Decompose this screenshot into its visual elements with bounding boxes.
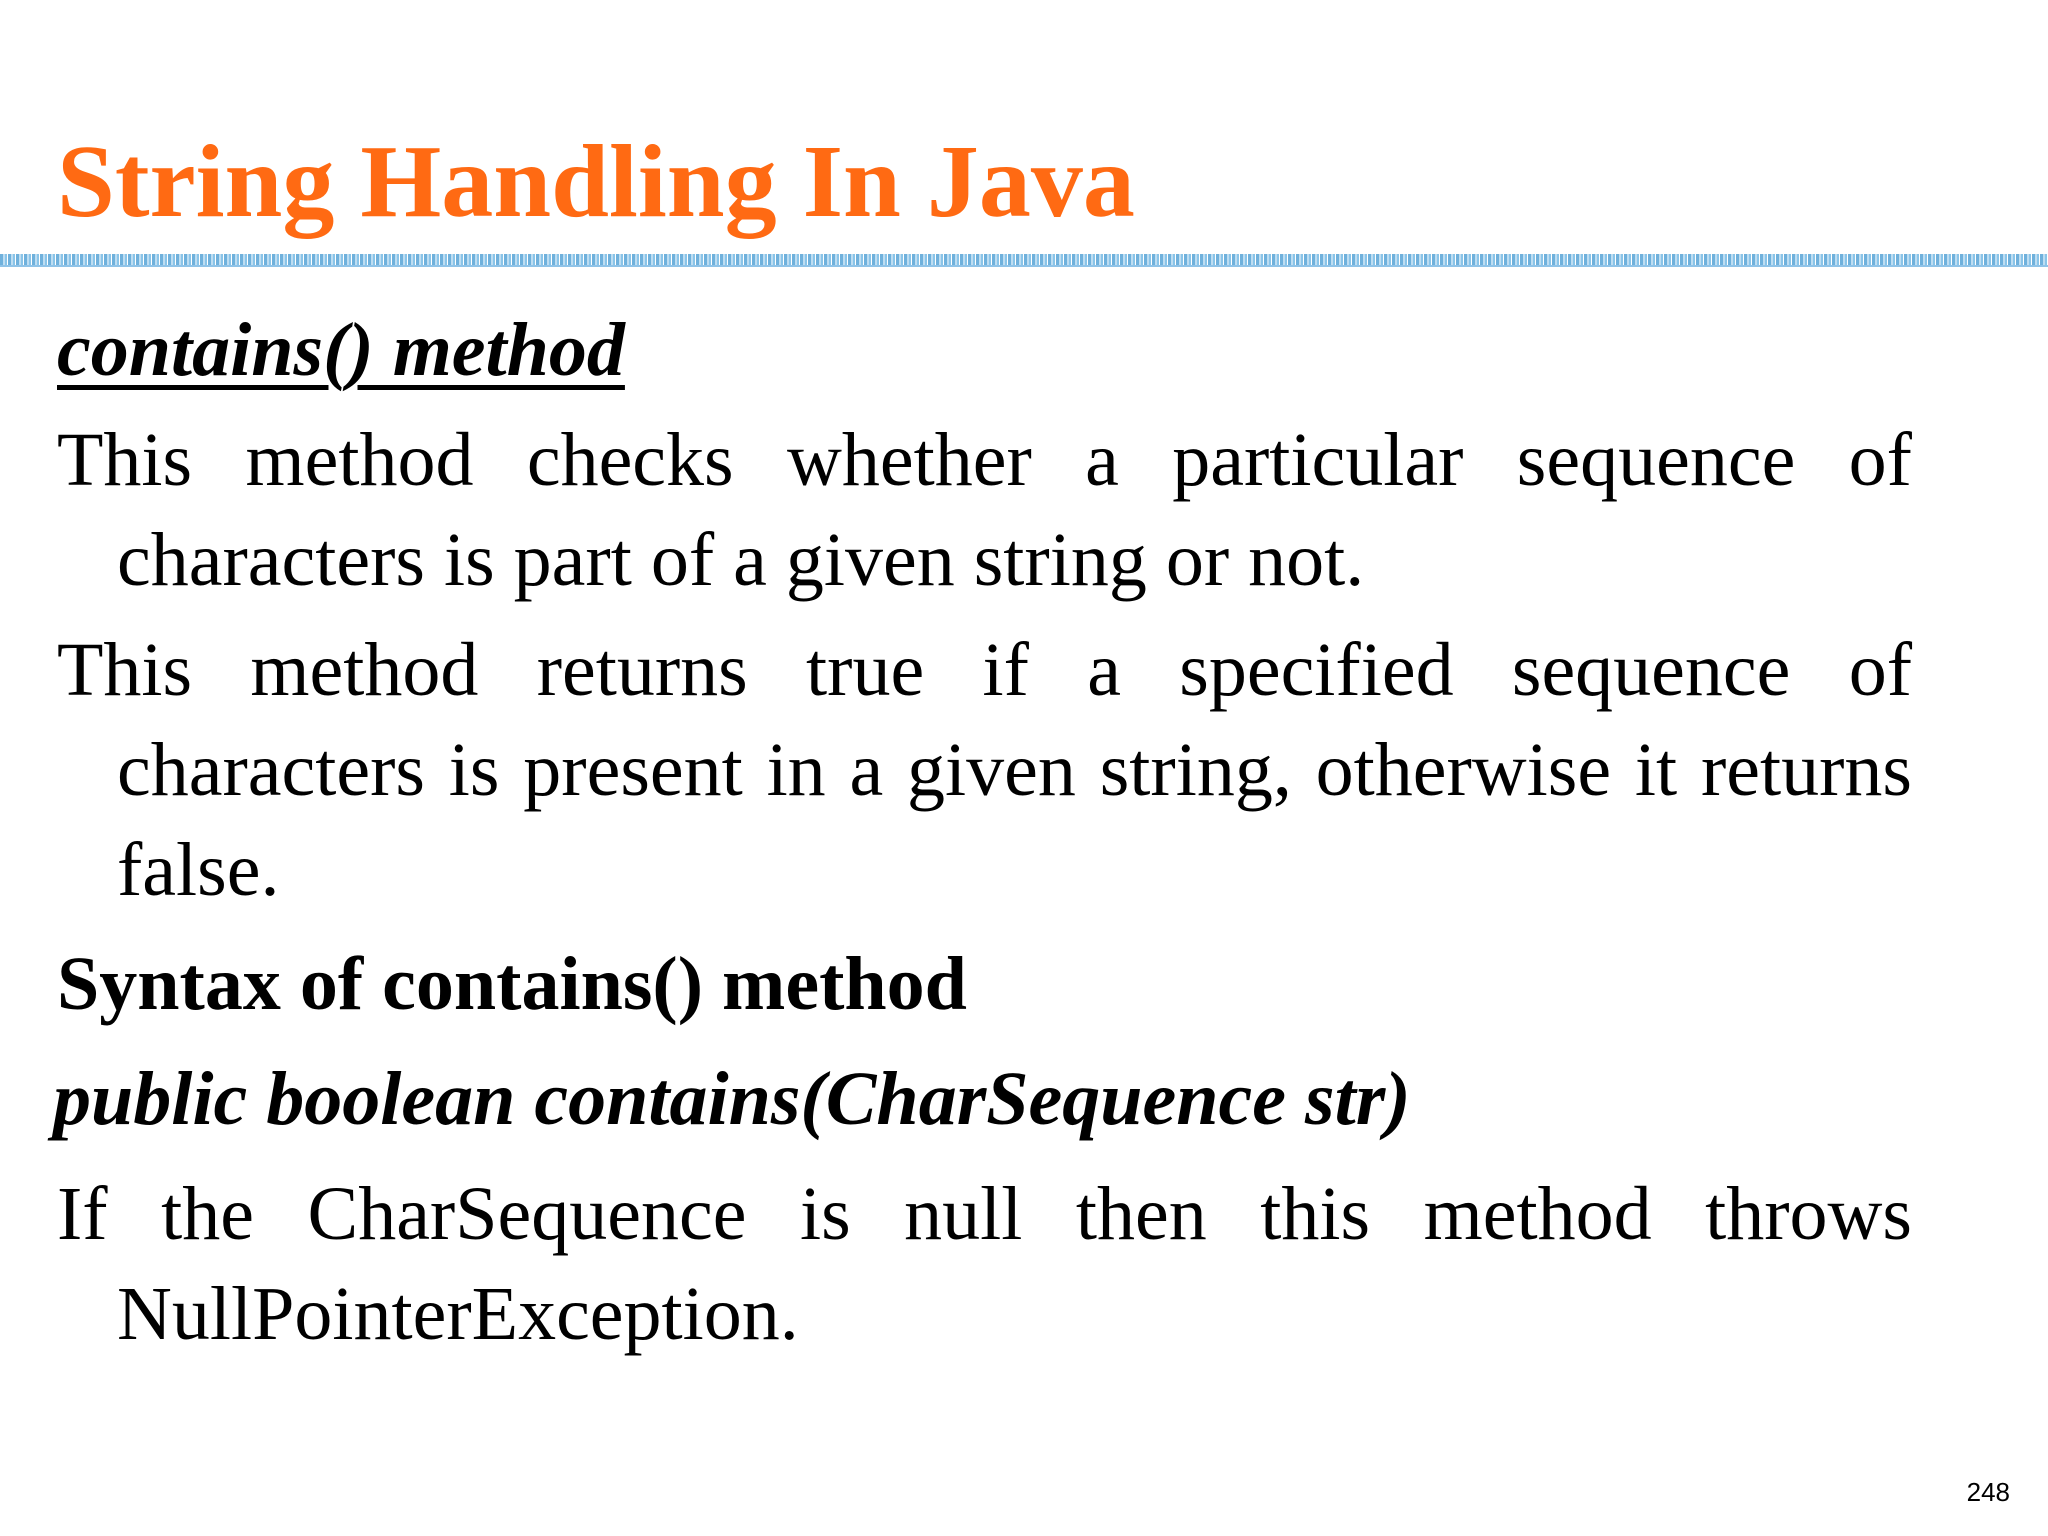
syntax-code: public boolean contains(CharSequence str) (53, 1057, 1411, 1141)
paragraph-null-note: If the CharSequence is null then this method throws NullPointerException. (57, 1172, 1912, 1356)
slide-title: String Handling In Java (57, 124, 1135, 239)
paragraph-return-value: This method returns true if a specified sequence of characters is present in a given string, otherwise it returns false. (57, 628, 1912, 912)
page-number: 248 (1966, 1477, 2010, 1507)
section-subheading: contains() method (57, 308, 625, 392)
paragraph-description: This method checks whether a particular sequence of characters is part of a given string or not. (57, 418, 1912, 602)
syntax-heading: Syntax of contains() method (57, 942, 967, 1026)
slide-content (53, 300, 1912, 1364)
title-divider-line (0, 265, 2048, 267)
